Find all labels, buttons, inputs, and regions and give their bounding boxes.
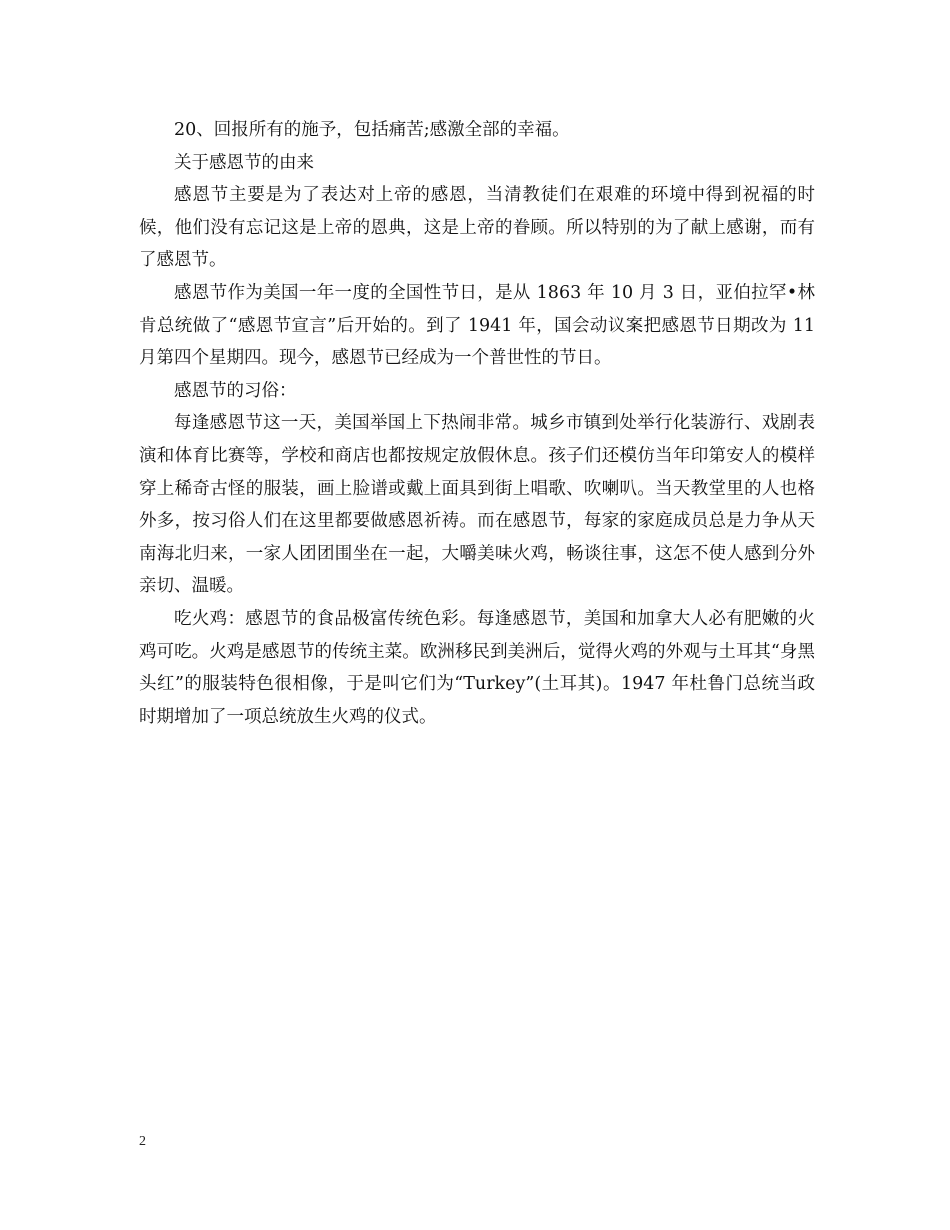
paragraph-gratitude-item-20: 20、回报所有的施予，包括痛苦;感激全部的幸福。 [174,120,570,140]
heading-origin: 关于感恩节的由来 [174,152,314,173]
heading-customs: 感恩节的习俗： [174,380,297,401]
paragraph-customs: 每逢感恩节这一天，美国举国上下热闹非常。城乡市镇到处举行化装游行、戏剧表演和体育比赛等，学校和商店也都按规定放假休息。孩子们还模仿当年印第安人的模样穿上稀奇古怪的服装，画上脸谱或戴上面具到街上唱歌、吹喇叭。当天教堂里的人也格外多，按习俗人们在这里都要做感恩祈祷。而在感恩节，每家的家庭成员总是力争从天南海北归来，一家人团团围坐在一起，大嚼美味火鸡，畅谈往事，这怎不使人感到分外亲切、温暖。 [139,413,815,597]
paragraph-history: 感恩节作为美国一年一度的全国性节日，是从 1863 年 10 月 3 日，亚伯拉罕•林肯总统做了“感恩节宣言”后开始的。到了 1941 年，国会动议案把感恩节日期改为 11 月第四个星期四。现今，感恩节已经成为一个普世性的节日。 [139,282,815,369]
paragraph-turkey: 吃火鸡：感恩节的食品极富传统色彩。每逢感恩节，美国和加拿大人必有肥嫩的火鸡可吃。火鸡是感恩节的传统主菜。欧洲移民到美洲后，觉得火鸡的外观与土耳其“身黑头红”的服装特色很相像，于是叫它们为“Turkey”(土耳其)。1947 年杜鲁门总统当政时期增加了一项总统放生火鸡的仪式。 [139,608,815,727]
paragraph-origin: 感恩节主要是为了表达对上帝的感恩，当清教徒们在艰难的环境中得到祝福的时候，他们没有忘记这是上帝的恩典，这是上帝的眷顾。所以特别的为了献上感谢，而有了感恩节。 [139,185,815,271]
page-number: 2 [139,1134,146,1149]
document-body [139,114,815,733]
